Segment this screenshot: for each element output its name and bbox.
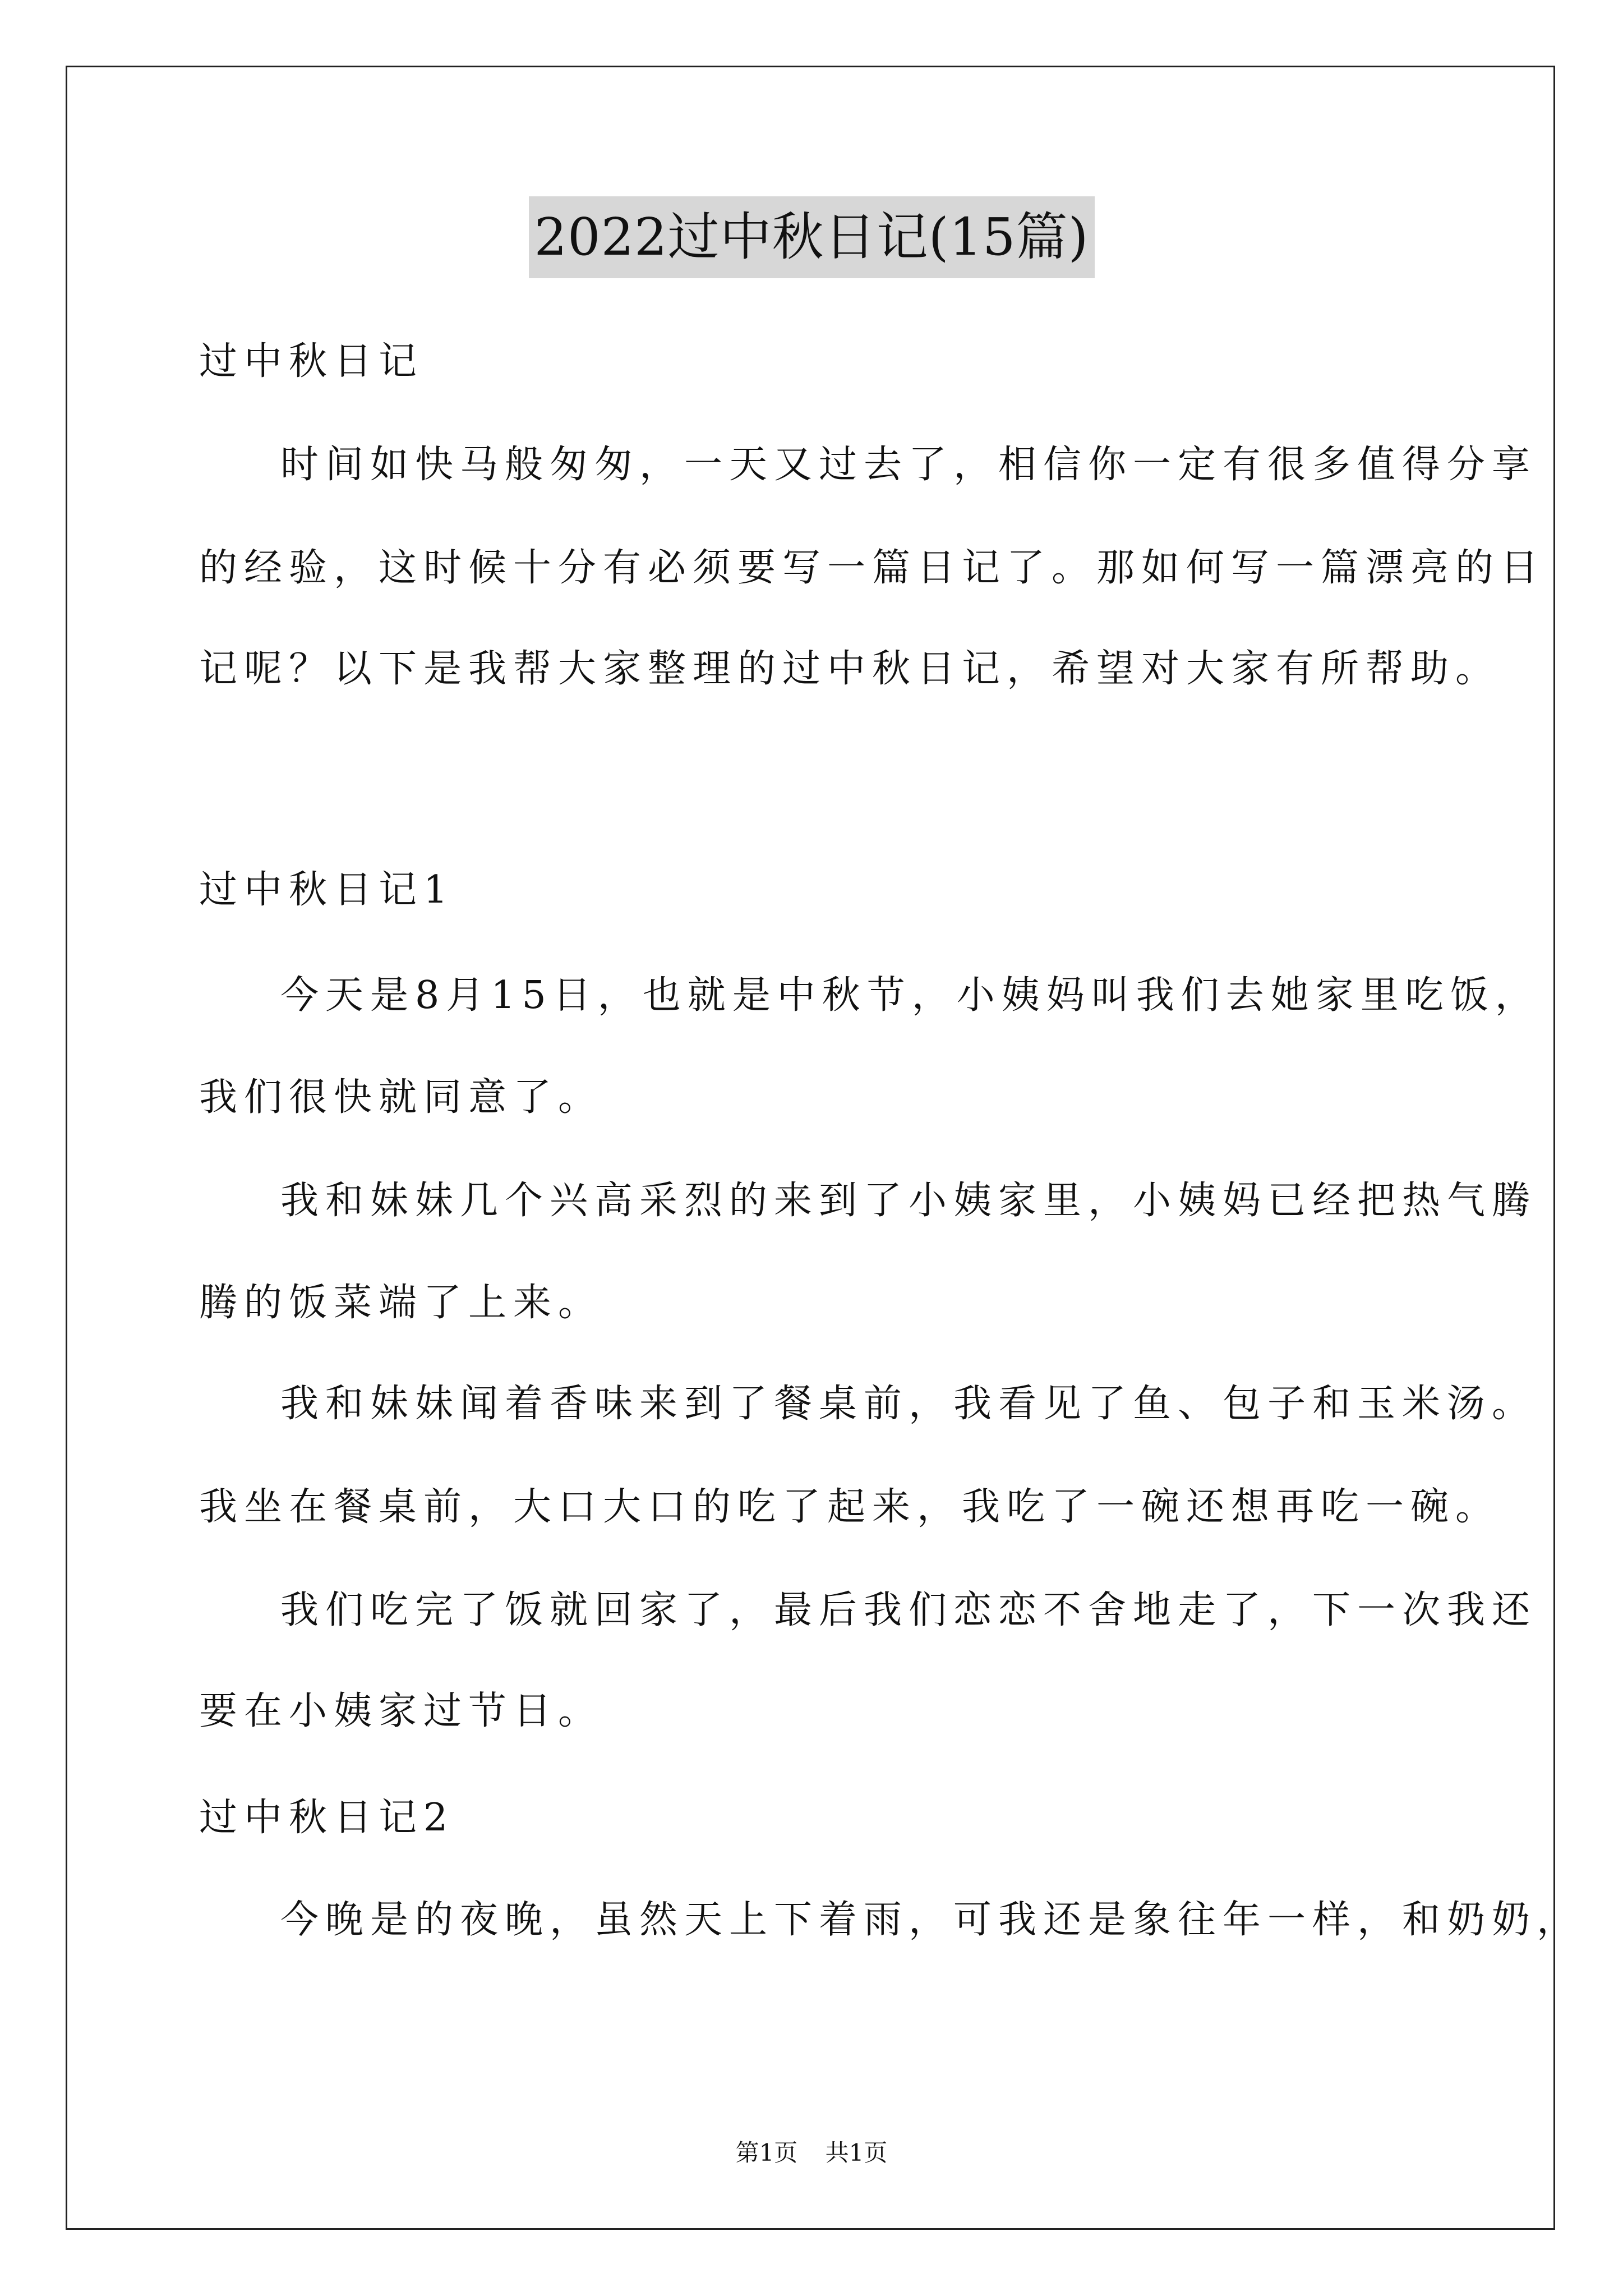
document-title: 2022过中秋日记(15篇) — [529, 196, 1095, 278]
paragraph-line: 我和妹妹闻着香味来到了餐桌前，我看见了鱼、包子和玉米汤。 — [280, 1382, 1537, 1426]
paragraph-line: 今天是8月15日，也就是中秋节，小姨妈叫我们去她家里吃饭， — [280, 973, 1540, 1018]
paragraph-line: 记呢？以下是我帮大家整理的过中秋日记，希望对大家有所帮助。 — [199, 647, 1501, 691]
paragraph-line: 要在小姨家过节日。 — [199, 1689, 603, 1733]
section-heading-intro: 过中秋日记 — [199, 339, 424, 384]
section-heading-diary-2: 过中秋日记2 — [199, 1796, 455, 1840]
paragraph-line: 我和妹妹几个兴高采烈的来到了小姨家里，小姨妈已经把热气腾 — [280, 1179, 1537, 1223]
paragraph-line: 今晚是的夜晚，虽然天上下着雨，可我还是象往年一样，和奶奶， — [280, 1898, 1582, 1942]
section-heading-diary-1: 过中秋日记1 — [199, 868, 455, 912]
paragraph-line: 的经验，这时候十分有必须要写一篇日记了。那如何写一篇漂亮的日 — [199, 546, 1546, 590]
page-footer — [0, 2136, 1623, 2170]
paragraph-line: 我们很快就同意了。 — [199, 1075, 603, 1120]
paragraph-line: 我们吃完了饭就回家了，最后我们恋恋不舍地走了，下一次我还 — [280, 1588, 1537, 1632]
page-number-total: 共1页 — [825, 2139, 888, 2166]
paragraph-line: 我坐在餐桌前，大口大口的吃了起来，我吃了一碗还想再吃一碗。 — [199, 1485, 1501, 1529]
page-number-current: 第1页 — [735, 2139, 798, 2166]
paragraph-line: 时间如快马般匆匆，一天又过去了，相信你一定有很多值得分享 — [280, 443, 1537, 487]
title-container — [0, 196, 1623, 278]
paragraph-line: 腾的饭菜端了上来。 — [199, 1281, 603, 1325]
